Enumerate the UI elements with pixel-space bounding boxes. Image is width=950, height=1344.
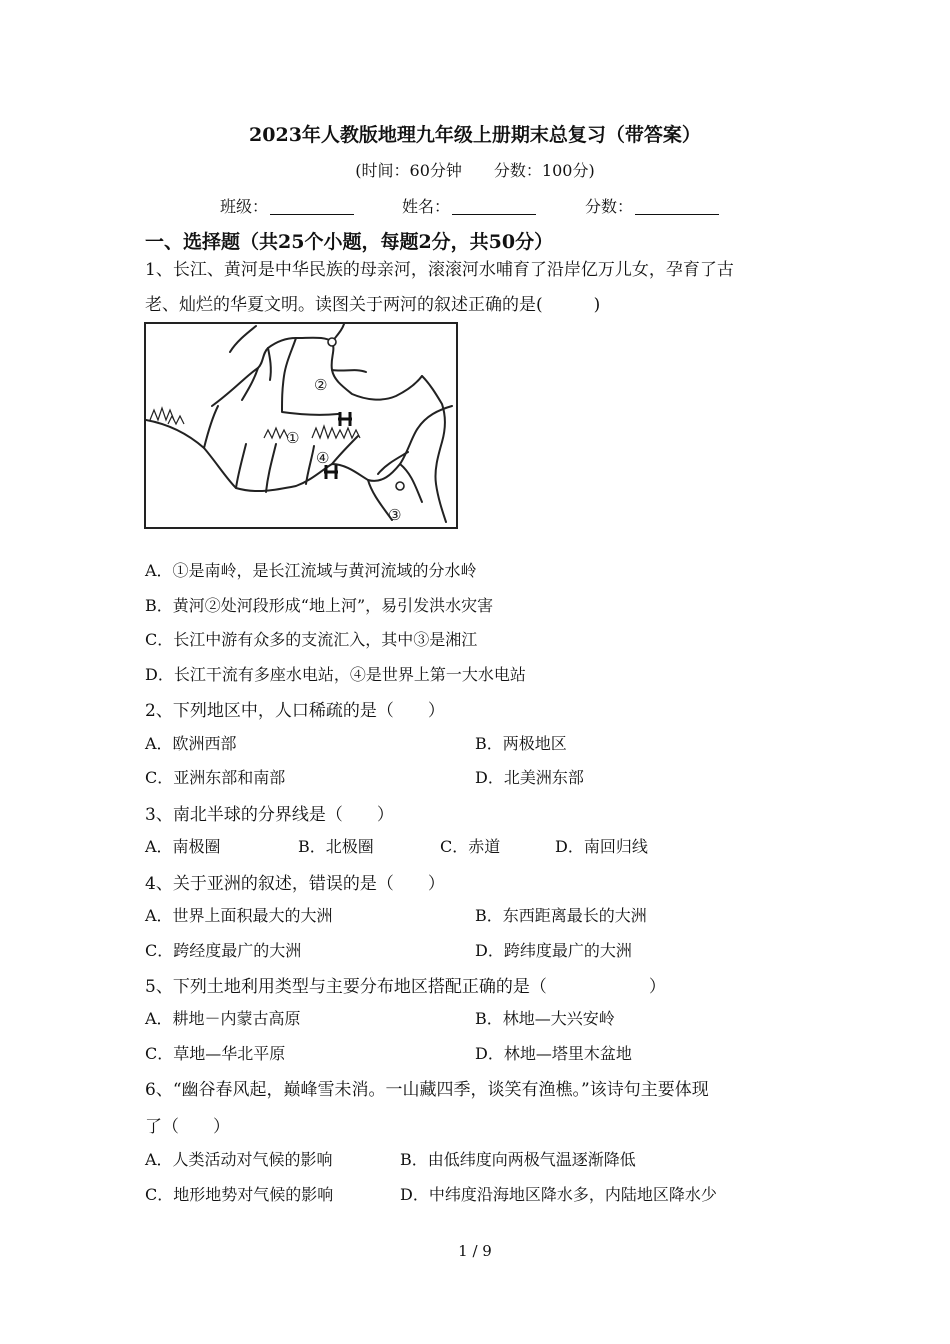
- question-2-stem: 2、下列地区中，人口稀疏的是（ ）: [145, 701, 445, 721]
- rivers-map: [144, 322, 458, 529]
- q5-option-a: A．耕地－内蒙古高原: [145, 1009, 301, 1028]
- q4-option-c: C．跨经度最广的大洲: [145, 941, 302, 960]
- q2-option-c: C．亚洲东部和南部: [145, 768, 286, 787]
- question-1-line-1: 1、长江、黄河是中华民族的母亲河，滚滚河水哺育了沿岸亿万儿女，孕育了古: [145, 260, 734, 280]
- name-blank: [452, 198, 536, 215]
- q6-option-d: D．中纬度沿海地区降水多，内陆地区降水少: [400, 1185, 717, 1204]
- page-title: 2023年人教版地理九年级上册期末总复习（带答案）: [249, 124, 701, 146]
- q6-option-b: B．由低纬度向两极气温逐渐降低: [400, 1150, 636, 1169]
- q5-option-b: B．林地—大兴安岭: [475, 1009, 615, 1028]
- map-label-2: ②: [314, 376, 328, 394]
- map-label-1: ①: [286, 429, 300, 447]
- question-3-stem: 3、南北半球的分界线是（ ）: [145, 805, 394, 825]
- class-blank: [270, 198, 354, 215]
- q5-option-c: C．草地—华北平原: [145, 1044, 286, 1063]
- q4-option-a: A．世界上面积最大的大洲: [145, 906, 333, 925]
- q2-option-d: D．北美洲东部: [475, 768, 584, 787]
- q6-option-a: A．人类活动对气候的影响: [145, 1150, 333, 1169]
- q1-option-d: D．长江干流有多座水电站，④是世界上第一大水电站: [145, 665, 526, 684]
- name-field: [402, 194, 536, 217]
- q6-option-c: C．地形地势对气候的影响: [145, 1185, 334, 1204]
- question-6-line-2: 了（ ）: [145, 1117, 230, 1137]
- class-label: 班级：: [220, 197, 269, 216]
- question-6-line-1: 6、“幽谷春风起，巅峰雪未消。一山藏四季，谈笑有渔樵。”该诗句主要体现: [145, 1080, 709, 1100]
- q1-option-a: A．①是南岭，是长江流域与黄河流域的分水岭: [145, 561, 477, 580]
- q4-option-d: D．跨纬度最广的大洲: [475, 941, 632, 960]
- map-label-4: ④: [316, 449, 330, 467]
- name-label: 姓名：: [402, 197, 451, 216]
- question-4-stem: 4、关于亚洲的叙述，错误的是（ ）: [145, 874, 445, 894]
- q5-option-d: D．林地—塔里木盆地: [475, 1044, 632, 1063]
- rivers-map-drawing: [146, 324, 456, 527]
- page-number: 1 / 9: [458, 1242, 492, 1260]
- question-1-line-2: 老、灿烂的华夏文明。读图关于两河的叙述正确的是( ): [145, 295, 601, 315]
- q1-option-b: B．黄河②处河段形成“地上河”，易引发洪水灾害: [145, 596, 494, 615]
- score-field: [585, 194, 719, 217]
- exam-time-score: (时间：60分钟 分数：100分): [355, 161, 595, 180]
- q4-option-b: B．东西距离最长的大洲: [475, 906, 647, 925]
- q3-option-d: D．南回归线: [555, 837, 648, 856]
- q3-option-a: A．南极圈: [145, 837, 221, 856]
- map-label-3: ③: [388, 506, 402, 524]
- q2-option-b: B．两极地区: [475, 734, 567, 753]
- q2-option-a: A．欧洲西部: [145, 734, 237, 753]
- question-5-stem: 5、下列土地利用类型与主要分布地区搭配正确的是（ ）: [145, 977, 666, 997]
- score-blank: [635, 198, 719, 215]
- q3-option-c: C．赤道: [440, 837, 501, 856]
- score-label: 分数：: [585, 197, 634, 216]
- q3-option-b: B．北极圈: [298, 837, 374, 856]
- q1-option-c: C．长江中游有众多的支流汇入，其中③是湘江: [145, 630, 478, 649]
- class-field: [220, 194, 354, 217]
- section-heading: 一、选择题（共25个小题，每题2分，共50分）: [145, 231, 554, 253]
